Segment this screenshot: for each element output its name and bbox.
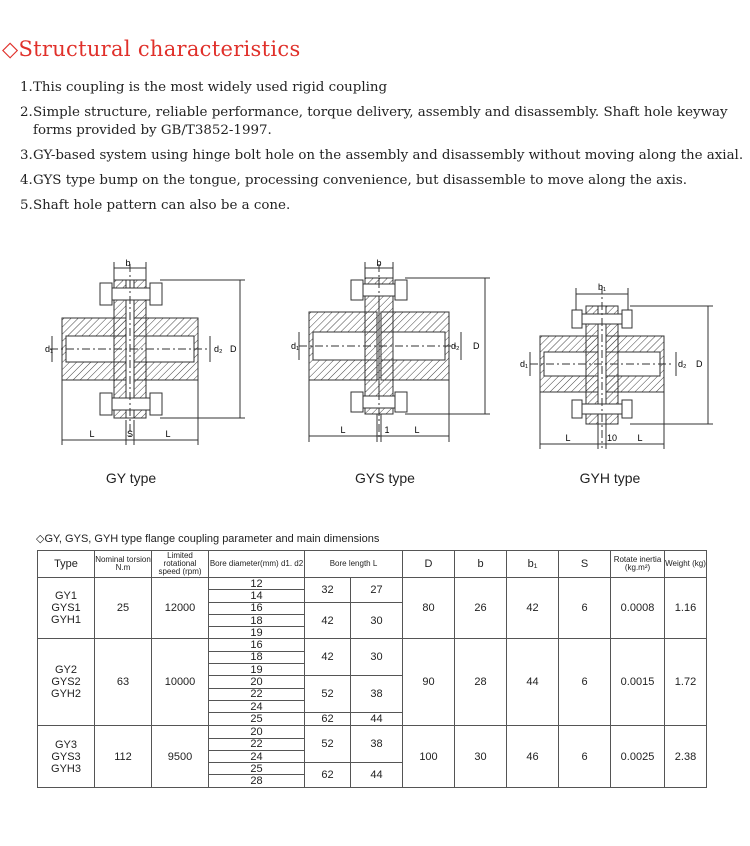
length-a-cell: 42 [305, 639, 351, 676]
type-line: GY2 [54, 664, 77, 677]
b-cell: 30 [455, 726, 507, 787]
feature-number: 4. [20, 173, 33, 188]
length-a-cell: 52 [305, 676, 351, 713]
type-line: GYH1 [51, 614, 81, 627]
s-cell: 6 [559, 578, 611, 639]
dim-mid: 1 [384, 425, 390, 435]
gys-type-caption: GYS type [355, 470, 415, 486]
type-line: GYS3 [51, 750, 81, 763]
torsion-cell: 25 [95, 578, 152, 639]
speed-cell: 9500 [152, 726, 209, 787]
bore-cell: 22 [209, 688, 305, 700]
type-line: GYS1 [51, 602, 81, 615]
dim-d2: d₂ [451, 341, 460, 351]
dim-b1: b₁ [597, 282, 607, 292]
bore-cell: 18 [209, 651, 305, 663]
length-a-cell: 62 [305, 763, 351, 788]
dim-d1: d₁ [520, 359, 529, 369]
inertia-cell: 0.0008 [611, 578, 665, 639]
feature-text: Shaft hole pattern can also be a cone. [33, 198, 291, 213]
type-line: GYS2 [51, 676, 81, 689]
dim-l-left: L [340, 425, 346, 435]
header-bore: Bore diameter(mm) d1. d2 [209, 551, 305, 578]
length-b-cell: 30 [351, 602, 403, 639]
dim-d1: d₁ [291, 341, 300, 351]
b1-cell: 46 [507, 726, 559, 787]
bore-cell: 16 [209, 639, 305, 651]
b-cell: 28 [455, 639, 507, 726]
section-heading: ◇Structural characteristics [2, 37, 301, 61]
dim-d: D [230, 344, 237, 354]
weight-cell: 1.72 [665, 639, 707, 726]
bore-cell: 24 [209, 750, 305, 762]
dim-d2: d₂ [214, 344, 223, 354]
type-line: GY1 [54, 590, 77, 603]
dim-b: b [125, 258, 131, 268]
type-line: GYH3 [51, 762, 81, 775]
type-cell [38, 639, 95, 726]
feature-text: GY-based system using hinge bolt hole on the assembly and disassembly without moving along the axial. [33, 148, 744, 163]
weight-cell: 2.38 [665, 726, 707, 787]
header-bore-length: Bore length L [305, 551, 403, 578]
table-header-row [38, 551, 707, 578]
feature-text: Simple structure, reliable performance, torque delivery, assembly and disassembly. Shaft hole keyway forms provided by GB/T3852-1997. [33, 105, 728, 138]
feature-item [20, 147, 748, 165]
length-b-cell: 44 [351, 713, 403, 726]
gy-type-caption: GY type [105, 470, 157, 486]
header-inertia: Rotate inertia (kg.m²) [611, 551, 665, 578]
dim-d2: d₂ [678, 359, 687, 369]
bore-cell: 19 [209, 627, 305, 639]
length-b-cell: 38 [351, 676, 403, 713]
header-torsion: Nominal torsion N.m [95, 551, 152, 578]
feature-text: This coupling is the most widely used rigid coupling [33, 80, 388, 95]
bore-cell: 24 [209, 700, 305, 712]
feature-number: 5. [20, 198, 33, 213]
feature-item [20, 79, 748, 97]
header-speed: Limited rotational speed (rpm) [152, 551, 209, 578]
table-row [38, 578, 707, 590]
dim-l-right: L [637, 433, 643, 443]
s-cell: 6 [559, 726, 611, 787]
feature-item [20, 104, 748, 140]
gyh-type-diagram [510, 276, 730, 452]
gy-type-diagram [40, 250, 250, 450]
b-cell: 26 [455, 578, 507, 639]
table-title: ◇GY, GYS, GYH type flange coupling parameter and main dimensions [36, 533, 380, 545]
bore-cell: 28 [209, 775, 305, 787]
dim-d: D [473, 341, 480, 351]
length-b-cell: 30 [351, 639, 403, 676]
inertia-cell: 0.0025 [611, 726, 665, 787]
d-cell: 100 [403, 726, 455, 787]
dim-mid: 10 [606, 433, 618, 443]
length-a-cell: 62 [305, 713, 351, 726]
bore-cell: 16 [209, 602, 305, 614]
feature-number: 2. [20, 105, 33, 120]
type-line: GY3 [54, 738, 77, 751]
header-b: b [455, 551, 507, 578]
dim-l-left: L [89, 429, 95, 439]
feature-item [20, 197, 748, 215]
dim-l-right: L [414, 425, 420, 435]
b1-cell: 42 [507, 578, 559, 639]
bore-cell: 20 [209, 676, 305, 688]
bore-cell: 12 [209, 578, 305, 590]
dim-s: S [126, 429, 134, 439]
dim-b: b [376, 258, 382, 268]
length-b-cell: 27 [351, 578, 403, 603]
gys-type-diagram [291, 250, 505, 450]
bore-cell: 20 [209, 726, 305, 738]
header-s: S [559, 551, 611, 578]
header-d: D [403, 551, 455, 578]
table-row [38, 726, 707, 738]
b1-cell: 44 [507, 639, 559, 726]
length-b-cell: 44 [351, 763, 403, 788]
d-cell: 90 [403, 639, 455, 726]
header-type: Type [38, 551, 95, 578]
bore-cell: 18 [209, 614, 305, 626]
dim-l-left: L [565, 433, 571, 443]
type-line: GYH2 [51, 688, 81, 701]
feature-number: 3. [20, 148, 33, 163]
bore-cell: 25 [209, 763, 305, 775]
length-a-cell: 32 [305, 578, 351, 603]
type-cell [38, 726, 95, 787]
d-cell: 80 [403, 578, 455, 639]
header-b1: b₁ [507, 551, 559, 578]
length-b-cell: 38 [351, 726, 403, 763]
bore-cell: 25 [209, 713, 305, 726]
torsion-cell: 112 [95, 726, 152, 787]
dim-l-right: L [165, 429, 171, 439]
header-weight: Weight (kg) [665, 551, 707, 578]
torsion-cell: 63 [95, 639, 152, 726]
speed-cell: 10000 [152, 639, 209, 726]
gyh-type-caption: GYH type [579, 470, 641, 486]
s-cell: 6 [559, 639, 611, 726]
dim-d: D [696, 359, 703, 369]
table-row [38, 639, 707, 651]
parameter-table [37, 550, 707, 788]
bore-cell: 19 [209, 664, 305, 676]
speed-cell: 12000 [152, 578, 209, 639]
length-a-cell: 52 [305, 726, 351, 763]
feature-text: GYS type bump on the tongue, processing convenience, but disassemble to move along the axis. [33, 173, 688, 188]
feature-item [20, 172, 748, 190]
bore-cell: 14 [209, 590, 305, 602]
weight-cell: 1.16 [665, 578, 707, 639]
feature-number: 1. [20, 80, 33, 95]
type-cell [38, 578, 95, 639]
dim-d1: d₁ [45, 344, 54, 354]
length-a-cell: 42 [305, 602, 351, 639]
bore-cell: 22 [209, 738, 305, 750]
features-list [20, 79, 748, 222]
inertia-cell: 0.0015 [611, 639, 665, 726]
